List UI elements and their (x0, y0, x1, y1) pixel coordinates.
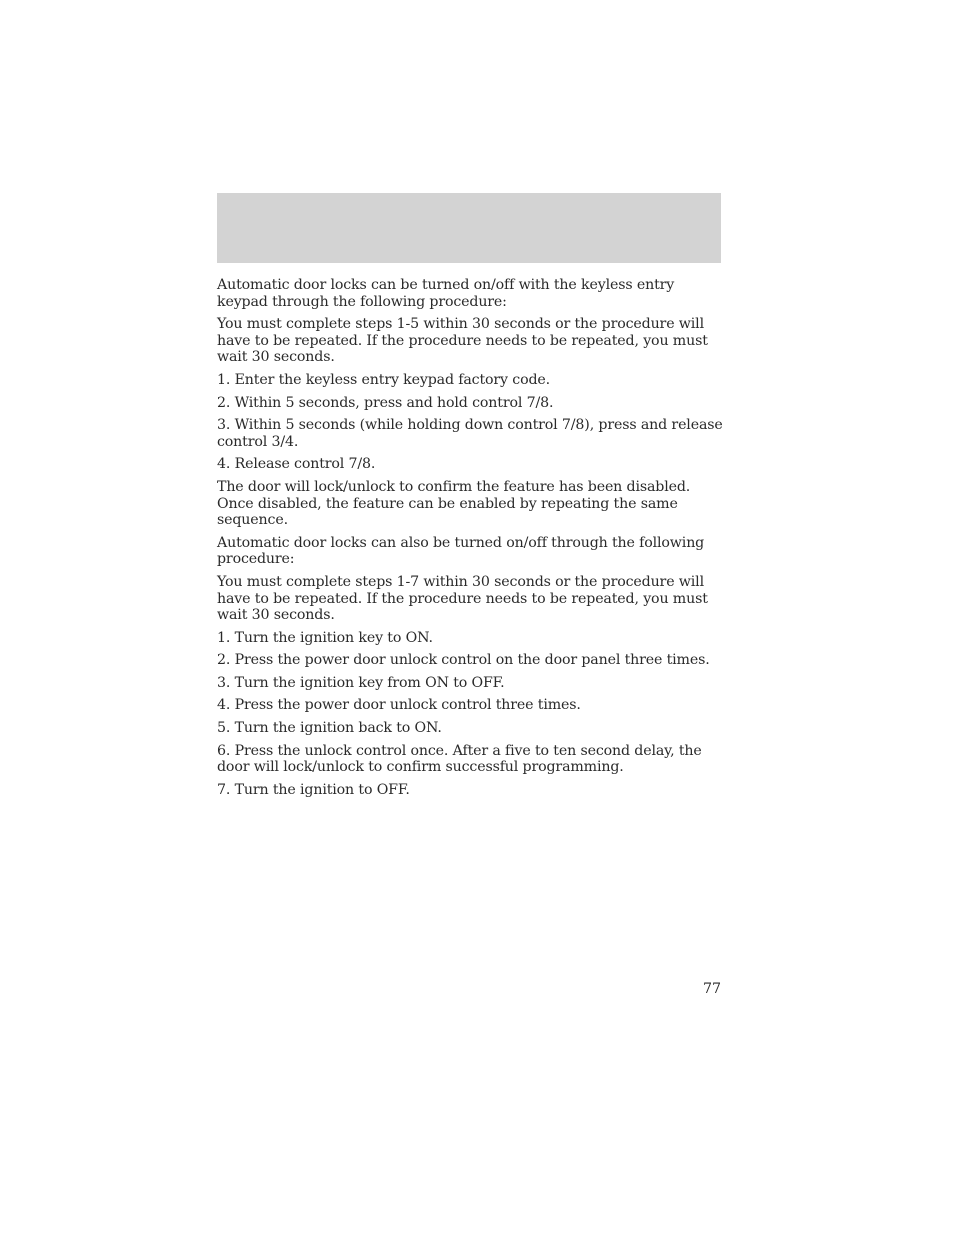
ignition-step-5: 5. Turn the ignition back to ON. (217, 720, 442, 737)
intro-keypad-paragraph: Automatic door locks can be turned on/off with the keyless entry keypad through the following procedure: (217, 277, 675, 310)
body-text (217, 277, 727, 804)
ignition-timing-note: You must complete steps 1-7 within 30 seconds or the procedure will have to be repeated. If the procedure needs to be repeated, you must wait 30 seconds. (217, 573, 708, 624)
ignition-step-2: 2. Press the power door unlock control on the door panel three times. (217, 652, 710, 669)
ignition-step-7: 7. Turn the ignition to OFF. (217, 781, 410, 798)
keypad-step-2: 2. Within 5 seconds, press and hold control 7/8. (217, 394, 554, 411)
ignition-step-1: 1. Turn the ignition key to ON. (217, 629, 433, 646)
keypad-timing-note: You must complete steps 1-5 within 30 seconds or the procedure will have to be repeated. If the procedure needs to be repeated, you must wait 30 seconds. (217, 316, 708, 366)
keypad-step-1: 1. Enter the keyless entry keypad factory code. (217, 371, 550, 388)
intro-ignition-paragraph: Automatic door locks can also be turned on/off through the following procedure: (217, 534, 705, 568)
keypad-step-4: 4. Release control 7/8. (217, 456, 376, 473)
page-number: 77 (702, 981, 721, 997)
ignition-step-4: 4. Press the power door unlock control three times. (217, 697, 581, 714)
ignition-step-3: 3. Turn the ignition key from ON to OFF. (217, 674, 505, 691)
keypad-confirmation-paragraph: The door will lock/unlock to confirm the feature has been disabled. Once disabled, the feature can be enabled by repeating the same sequence. (217, 478, 691, 529)
section-header-band (217, 193, 721, 263)
ignition-step-6: 6. Press the unlock control once. After a five to ten second delay, the door will lock/unlock to confirm successful programming. (217, 742, 702, 776)
keypad-step-3: 3. Within 5 seconds (while holding down control 7/8), press and release control 3/4. (217, 417, 723, 450)
